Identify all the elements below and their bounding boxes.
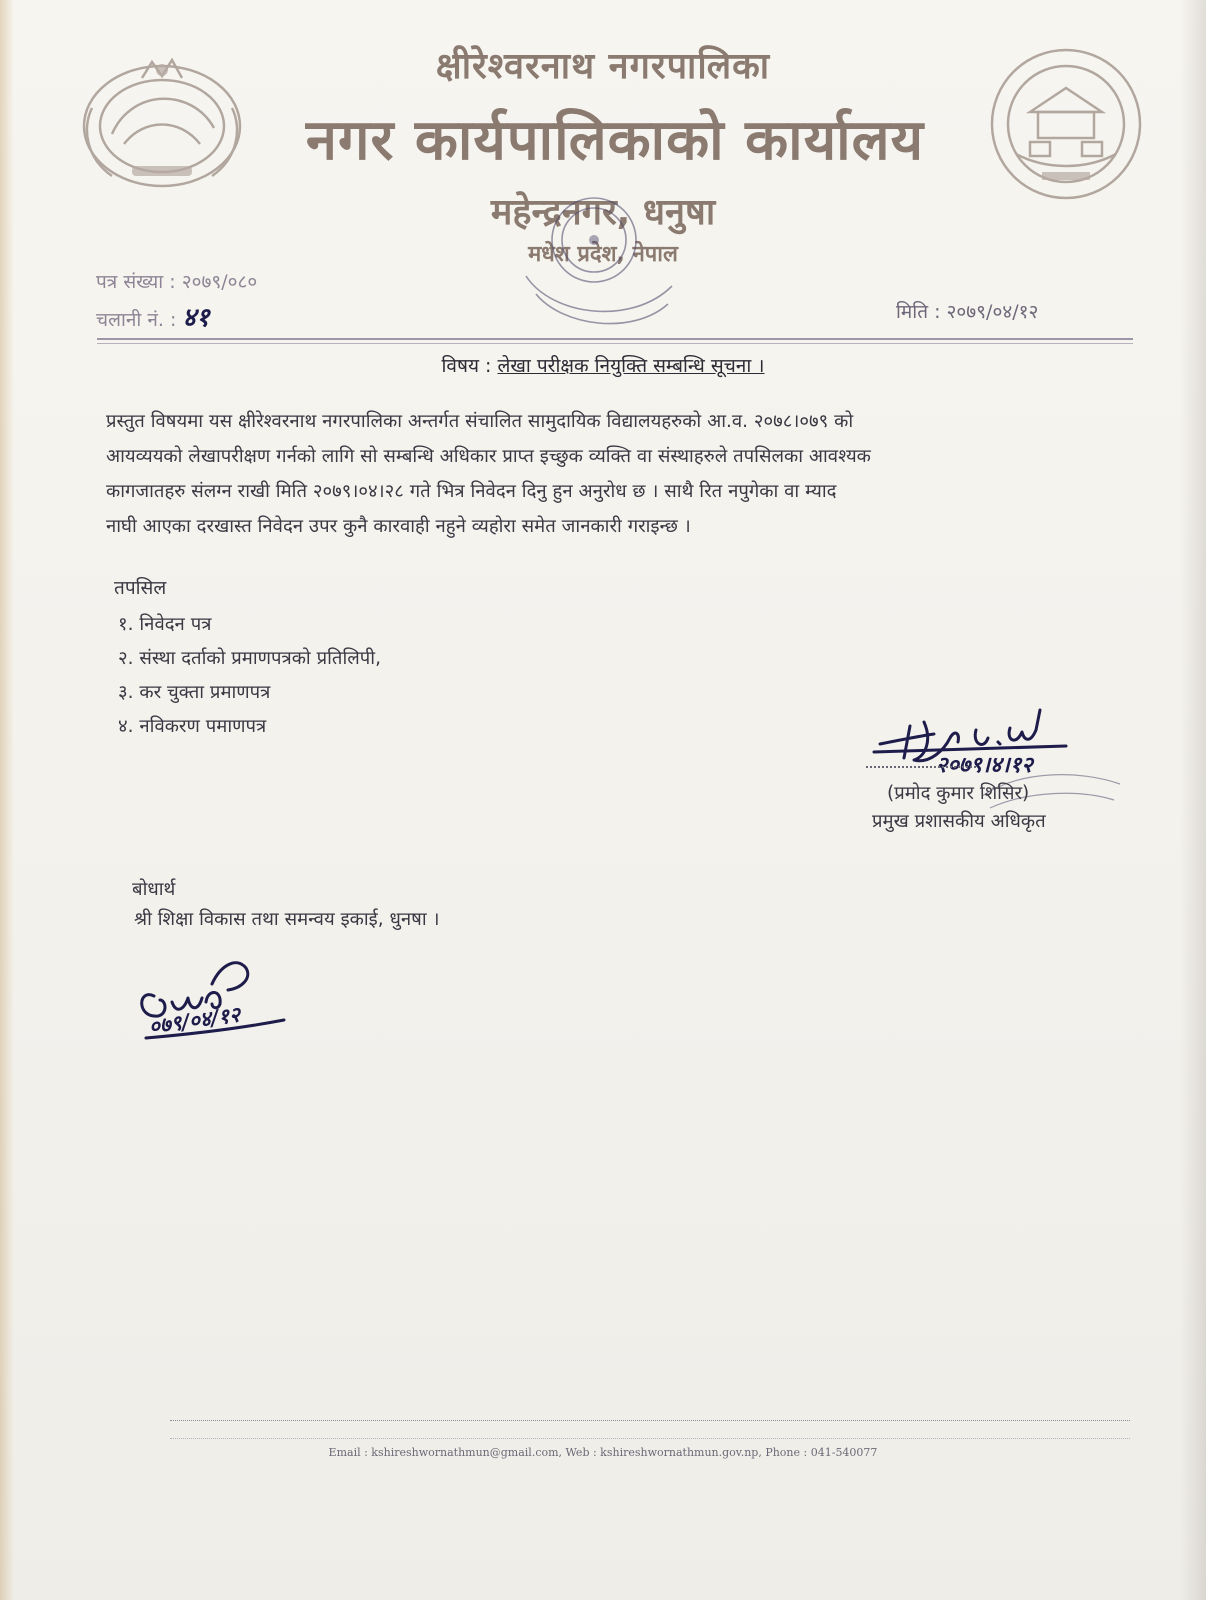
header-divider-secondary (97, 343, 1133, 344)
bodharth-recipient: श्री शिक्षा विकास तथा समन्वय इकाई, धुनषा । (134, 909, 440, 930)
dispatch-number (96, 298, 210, 334)
footer-divider-secondary (170, 1438, 1130, 1439)
document-checklist (118, 608, 381, 744)
officer-signature-date: २०७९।४।१२ (936, 752, 1033, 778)
office-name: नगर कार्यपालिकाको कार्यालय (305, 108, 925, 173)
initial-signature-date: ०७९/०४/१२ (147, 1001, 242, 1039)
body-paragraph (106, 404, 1136, 544)
body-line: नाघी आएका दरखास्त निवेदन उपर कुनै कारवाही नहुने व्यहोरा समेत जानकारी गराइन्छ । (106, 516, 691, 537)
bodharth-label: बोधार्थ (132, 879, 176, 900)
initial-signature-icon (132, 948, 302, 1058)
letter-number-label: पत्र संख्या : (96, 271, 176, 293)
body-line: कागजातहरु संलग्न राखी मिति २०७९।०४।२८ गते भित्र निवेदन दिनु हुन अनुरोध छ । साथै रित नपुगेका वा म्याद (106, 481, 837, 502)
signatory-title: प्रमुख प्रशासकीय अधिकृत (872, 811, 1046, 832)
office-province: मधेश प्रदेश, नेपाल (528, 242, 678, 267)
signatory-name: (प्रमोद कुमार शिसिर) (887, 783, 1030, 804)
list-item: ४. नविकरण पमाणपत्र (118, 716, 267, 737)
header-divider (97, 338, 1133, 340)
subject-line (0, 352, 1206, 378)
list-item: ३. कर चुक्ता प्रमाणपत्र (118, 682, 271, 703)
footer-contact: Email : kshireshwornathmun@gmail.com, Web : kshireshwornathmun.gov.np, Phone : 041-540077 (328, 1446, 878, 1459)
footer-divider (170, 1420, 1130, 1421)
letter-number (96, 268, 257, 294)
body-line: आयव्ययको लेखापरीक्षण गर्नको लागि सो सम्बन्धि अधिकार प्राप्त इच्छुक व्यक्ति वा संस्थाहरुले तपसिलका आवश्यक (106, 446, 871, 467)
dispatch-number-value: ४१ (182, 303, 210, 333)
subject-label: विषय : (441, 355, 492, 377)
municipality-name: क्षीरेश्वरनाथ नगरपालिका (435, 46, 771, 87)
office-round-stamp-icon (512, 186, 687, 346)
body-line: प्रस्तुत विषयमा यस क्षीरेश्वरनाथ नगरपालिका अन्तर्गत संचालित सामुदायिक विद्यालयहरुको आ.व. २०७८।०७९ को (106, 411, 854, 432)
letter-date-label: मिति : (896, 301, 941, 323)
dispatch-number-label: चलानी नं. : (96, 309, 177, 331)
letter-date (896, 298, 1038, 324)
list-item: १. निवेदन पत्र (118, 614, 212, 635)
subject-text: लेखा परीक्षक नियुक्ति सम्बन्धि सूचना । (497, 355, 765, 377)
letter-number-value: २०७९/०८० (181, 271, 258, 293)
tapasil-heading: तपसिल (114, 577, 167, 599)
office-location: महेन्द्रनगर, धनुषा (490, 192, 716, 233)
list-item: २. संस्था दर्ताको प्रमाणपत्रको प्रतिलिपी, (118, 648, 381, 669)
letter-date-value: २०७९/०४/१२ (946, 301, 1039, 323)
signature-dotted-line (866, 766, 976, 768)
